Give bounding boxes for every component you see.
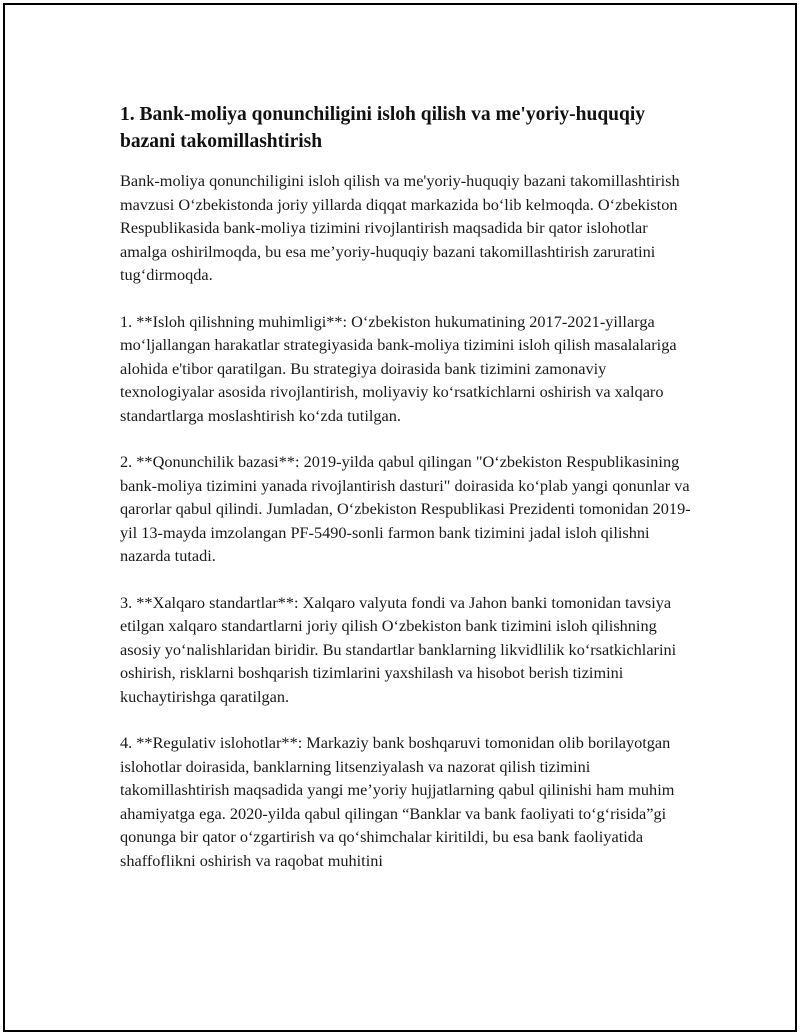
paragraph-isloh-muhimligi: 1. **Isloh qilishning muhimligi**: O‘zbekiston hukumatining 2017-2021-yillarga mo‘ljallangan harakatlar strategiyasida bank-moliya tizimini isloh qilish masalalariga alohida e'tibor qaratilgan. Bu strategiya doirasida bank tizimini zamonaviy texnologiyalar asosida rivojlantirish, moliyaviy ko‘rsatkichlarni oshirish va xalqaro standartlarga moslashtirish ko‘zda tutilgan. (120, 311, 677, 425)
section-heading: 1. Bank-moliya qonunchiligini isloh qilish va me'yoriy-huquqiy bazani takomillashtirish (120, 104, 646, 152)
paragraph-qonunchilik-bazasi: 2. **Qonunchilik bazasi**: 2019-yilda qabul qilingan "O‘zbekiston Respublikasining bank-moliya tizimini yanada rivojlantirish dasturi" doirasida ko‘plab yangi qonunlar va qarorlar qabul qilindi. Jumladan, O‘zbekiston Respublikasi Prezidenti tomonidan 2019-yil 13-mayda imzolangan PF-5490-sonli farmon bank tizimini jadal isloh qilishni nazarda tutadi. (120, 452, 691, 565)
paragraph-xalqaro-standartlar: 3. **Xalqaro standartlar**: Xalqaro valyuta fondi va Jahon banki tomonidan tavsiya etilgan xalqaro standartlarni joriy qilish O‘zbekiston bank tizimini isloh qilishning asosiy yo‘nalishlaridan biridir. Bu standartlar banklarning likvidlilik ko‘rsatkichlarini oshirish, risklarni boshqarish tizimlarini yaxshilash va hisobot berish tizimini kuchaytirishga qaratilgan. (120, 592, 677, 706)
document-page (3, 3, 797, 1032)
intro-paragraph: Bank-moliya qonunchiligini isloh qilish va me'yoriy-huquqiy bazani takomillashtirish mavzusi O‘zbekistonda joriy yillarda diqqat markazida bo‘lib kelmoqda. O‘zbekiston Respublikasida bank-moliya tizimini rivojlantirish maqsadida bir qator islohotlar amalga oshirilmoqda, bu esa me’yoriy-huquqiy bazani takomillashtirish zaruratini tug‘dirmoqda. (120, 171, 680, 284)
document-body (120, 101, 692, 895)
paragraph-regulativ-islohotlar: 4. **Regulativ islohotlar**: Markaziy bank boshqaruvi tomonidan olib borilayotgan islohotlar doirasida, banklarning litsenziyalash va nazorat qilish tizimini takomillashtirish maqsadida yangi me’yoriy hujjatlarning qabul qilinishi ham muhim ahamiyatga ega. 2020-yilda qabul qilingan “Banklar va bank faoliyati to‘g‘risida”gi qonunga bir qator o‘zgartirish va qo‘shimchalar kiritildi, bu esa bank faoliyatida shaffoflikni oshirish va raqobat muhitini (120, 733, 675, 870)
